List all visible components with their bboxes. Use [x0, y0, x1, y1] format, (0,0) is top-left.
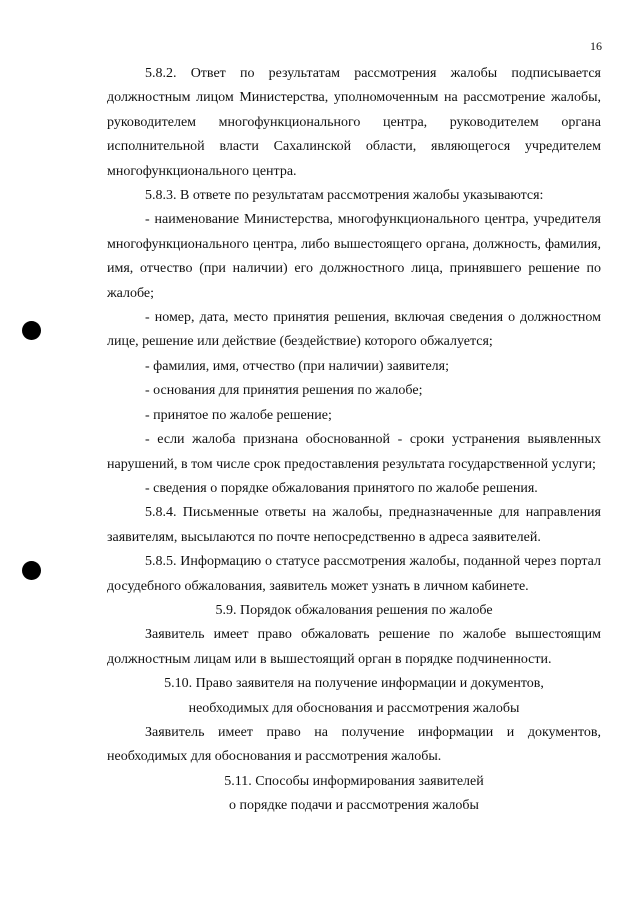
section-5-9-heading: 5.9. Порядок обжалования решения по жалобе	[215, 602, 493, 618]
list-item-decision-details: - номер, дата, место принятия решения, включая сведения о должностном лице, решение или действие (бездействие) которого обжалуется;	[107, 310, 601, 350]
list-item-decision: - принятое по жалобе решение;	[145, 407, 332, 423]
list-item-appeal-procedure: - сведения о порядке обжалования принятого по жалобе решения.	[145, 480, 538, 496]
page-number: 16	[590, 39, 602, 53]
section-5-10-heading-line1: 5.10. Право заявителя на получение информации и документов,	[164, 676, 544, 692]
list-item-decision-grounds: - основания для принятия решения по жалобе;	[145, 383, 423, 399]
section-5-11-heading-line1: 5.11. Способы информирования заявителей	[224, 773, 484, 789]
paragraph-5-8-2: 5.8.2. Ответ по результатам рассмотрения жалобы подписывается должностным лицом Министерства, уполномоченным на рассмотрение жалобы, руководителем многофункционального центра, руководителем органа исполнительной власти Сахалинской области, являющегося учредителем многофункционального центра.	[107, 66, 601, 179]
paragraph-5-8-5: 5.8.5. Информацию о статусе рассмотрения жалобы, поданной через портал досудебного обжалования, заявитель может узнать в личном кабинете.	[107, 554, 601, 594]
paragraph-5-8-3: 5.8.3. В ответе по результатам рассмотрения жалобы указываются:	[145, 188, 544, 204]
punch-hole-top	[22, 321, 41, 340]
document-body	[107, 62, 601, 819]
section-5-11-heading-line2: о порядке подачи и рассмотрения жалобы	[229, 798, 479, 814]
section-5-10-body: Заявитель имеет право на получение информации и документов, необходимых для обоснования и рассмотрения жалобы.	[107, 724, 601, 765]
punch-hole-bottom	[22, 561, 41, 580]
section-5-9-body: Заявитель имеет право обжаловать решение по жалобе вышестоящим должностным лицам или в вышестоящий орган в порядке подчиненности.	[107, 627, 601, 667]
paragraph-5-8-4: 5.8.4. Письменные ответы на жалобы, предназначенные для направления заявителям, высылаются по почте непосредственно в адреса заявителей.	[107, 505, 601, 545]
list-item-applicant-name: - фамилия, имя, отчество (при наличии) заявителя;	[145, 358, 449, 374]
list-item-remedy-terms: - если жалоба признана обоснованной - сроки устранения выявленных нарушений, в том числе срок предоставления результата государственной услуги;	[107, 432, 601, 472]
list-item-ministry-name: - наименование Министерства, многофункционального центра, учредителя многофункционального центра, либо вышестоящего органа, должность, фамилия, имя, отчество (при наличии) его должностного лица, принявшего решение по жалобе;	[107, 212, 601, 301]
section-5-10-heading-line2: необходимых для обоснования и рассмотрения жалобы	[188, 700, 520, 716]
